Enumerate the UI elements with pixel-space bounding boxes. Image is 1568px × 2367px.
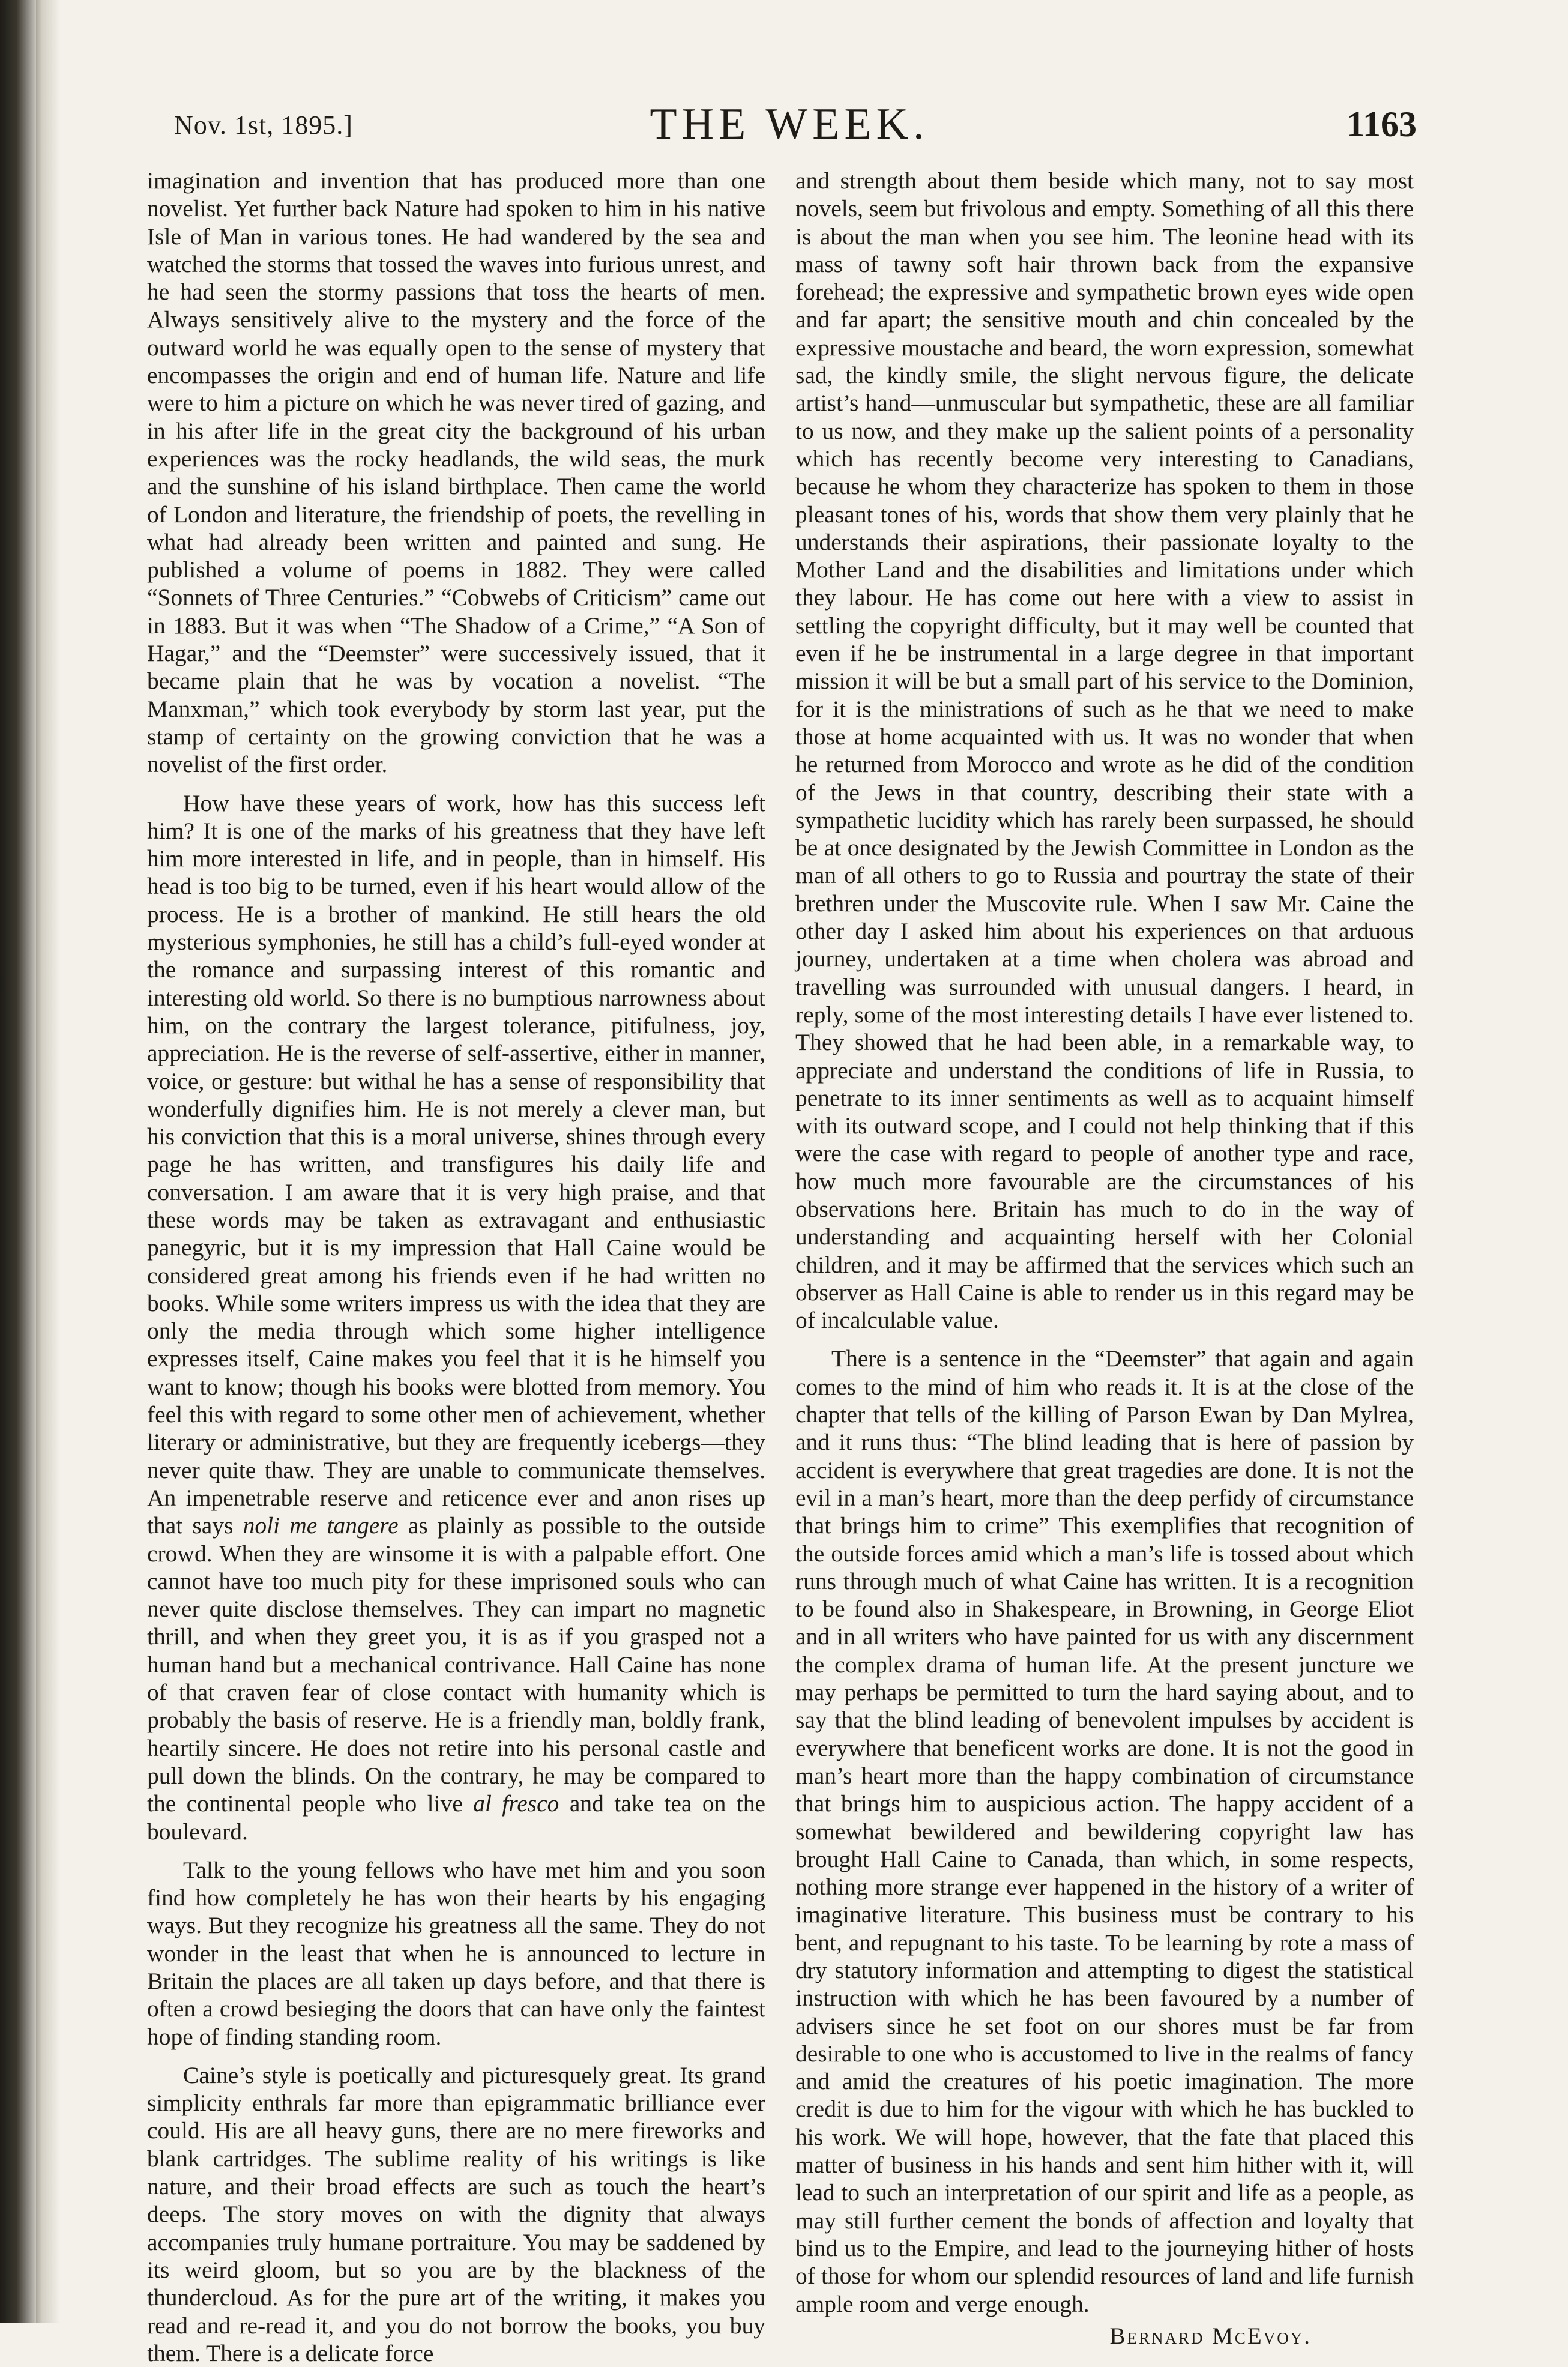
paragraph: Talk to the young fellows who have met him and you soon find how completely he has won their hearts by his engaging ways. But they recognize his greatness all the same. They do not wonder in the least that when he is announced to lecture in Britain the places are all taken up days before, and that there is often a crowd besieging the doors that can have only the faintest hope of finding standing room. xyxy=(147,1856,765,2050)
author-signature: Bernard McEvoy. xyxy=(1109,2323,1312,2349)
paragraph: Caine’s style is poetically and picturesquely great. Its grand simplicity enthrals far more than epigrammatic brilliance ever could. His are all heavy guns, there are no mere fireworks and blank cartridges. The sublime reality of his writings is like nature, and their broad effects are such as touch the heart’s deeps. The story moves on with the dignity that always accompanies truly humane portraiture. You may be saddened by its weird gloom, but so you are by the blackness of the thundercloud. As for the pure art of the writing, it makes you read and re-read it, and you do not borrow the books, you buy them. There is a delicate force xyxy=(147,2061,765,2366)
text-run: and take tea on the boulevard. xyxy=(147,1790,766,1845)
page-header xyxy=(162,100,1417,165)
issue-date: Nov. 1st, 1895.] xyxy=(174,110,353,140)
page-edge-shadow xyxy=(36,0,60,2323)
left-column xyxy=(147,167,765,2367)
latin-phrase: noli me tangere xyxy=(243,1512,399,1539)
paragraph xyxy=(147,789,765,1845)
paragraph: imagination and invention that has produced more than one novelist. Yet further back Nature had spoken to him in his native Isle of Man in various tones. He had wandered by the sea and watched the storms that tossed the waves into furious unrest, and he had seen the stormy passions that toss the hearts of men. Always sensitively alive to the mystery and the force of the outward world he was equally open to the sense of mystery that encompasses the origin and end of human life. Nature and life were to him a picture on which he was never tired of gazing, and in his after life in the great city the background of his urban experiences was the rocky headlands, the wild seas, the murk and the sunshine of his island birthplace. Then came the world of London and literature, the friendship of poets, the revelling in what had already been written and painted and sung. He published a volume of poems in 1882. They were called “Sonnets of Three Centuries.” “Cobwebs of Criticism” came out in 1883. But it was when “The Shadow of a Crime,” “A Son of Hagar,” and the “Deemster” were successively issued, that it became plain that he was by vocation a novelist. “The Manxman,” which took everybody by storm last year, put the stamp of certainty on the growing conviction that he was a novelist of the first order. xyxy=(147,167,765,778)
italian-phrase: al fresco xyxy=(473,1790,559,1817)
text-run: as plainly as possible to the outside crowd. When they are winsome it is with a palpable effort. One cannot have too much pity for these imprisoned souls who can never quite disclose themselves. They can impart no magnetic thrill, and when they greet you, it is as if you grasped not a human hand but a mechanical contrivance. Hall Caine has none of that craven fear of close contact with humanity which is probably the basis of reserve. He is a friendly man, boldly frank, heartily sincere. He does not retire into his personal castle and pull down the blinds. On the contrary, he may be compared to the continental people who live xyxy=(147,1512,766,1817)
masthead-title: THE WEEK. xyxy=(650,100,929,149)
paragraph: and strength about them beside which many, not to say most novels, seem but frivolous and empty. Something of all this there is about the man when you see him. The leonine head with its mass of tawny soft hair thrown back from the expansive forehead; the expressive and sympathetic brown eyes wide open and far apart; the sensitive mouth and chin concealed by the expressive moustache and beard, the worn expression, somewhat sad, the kindly smile, the slight nervous figure, the delicate artist’s hand—unmuscular but sympathetic, these are all familiar to us now, and they make up the salient points of a personality which has recently become very interesting to Canadians, because he whom they characterize has spoken to them in those pleasant tones of his, words that show them very plainly that he understands their aspirations, their passionate loyalty to the Mother Land and the disabilities and limitations under which they labour. He has come out here with a view to assist in settling the copyright difficulty, but it may well be counted that even if he be instrumental in a large degree in that important mission it will be but a small part of his service to the Dominion, for it is the ministrations of such as he that we need to make those at home acquainted with us. It was no wonder that when he returned from Morocco and wrote as he did of the condition of the Jews in that country, describing their state with a sympathetic lucidity which has rarely been surpassed, he should be at once designated by the Jewish Committee in London as the man of all others to go to Russia and pourtray the state of their brethren under the Muscovite rule. When I saw Mr. Caine the other day I asked him about his experiences on that arduous journey, undertaken at a time when cholera was abroad and travelling was surrounded with unusual dangers. I heard, in reply, some of the most interesting details I have ever listened to. They showed that he had been able, in a remarkable way, to appreciate and understand the conditions of life in Russia, to penetrate to its inner sentiments as well as to acquaint himself with its outward scope, and I could not help thinking that if this were the case with regard to people of another type and race, how much more favourable are the circumstances of his observations here. Britain has much to do in the way of understanding and acquainting herself with her Colonial children, and it may be affirmed that the services which such an observer as Hall Caine is able to render us in this regard may be of incalculable value. xyxy=(795,167,1414,1334)
paragraph: There is a sentence in the “Deemster” that again and again comes to the mind of him who reads it. It is at the close of the chapter that tells of the killing of Parson Ewan by Dan Mylrea, and it runs thus: “The blind leading that is here of passion by accident is everywhere that great tragedies are done. It is not the evil in a man’s heart, more than the deep perfidy of circumstance that brings him to crime” This exemplifies that recognition of the outside forces amid which a man’s life is tossed about which runs through much of what Caine has written. It is a recognition to be found also in Shakespeare, in Browning, in George Eliot and in all writers who have painted for us with any discernment the complex drama of human life. At the present juncture we may perhaps be permitted to turn the hard saying about, and to say that the blind leading of benevolent impulses by accident is everywhere that beneficent works are done. It is not the good in man’s heart more than the happy combination of circumstance that brings him to auspicious action. The happy accident of a somewhat bewildered and bewildering copyright law has brought Hall Caine to Canada, than which, in some respects, nothing more strange ever happened in the history of a writer of imaginative literature. This business must be contrary to his bent, and repugnant to his taste. To be learning by rote a mass of dry statutory information and attempting to digest the statistical instruction with which he has been favoured by a number of advisers since he set foot on our shores must be far from desirable to one who is accustomed to live in the realms of fancy and amid the creatures of his poetic imagination. The more credit is due to him for the vigour with which he has buckled to his work. We will hope, however, that the fate that placed this matter of business in his hands and sent him hither with it, will lead to such an interpretation of our spirit and life as a people, as may still further cement the bonds of affection and loyalty that bind us to the Empire, and lead to the journeying hither of hosts of those for whom our splendid resources of land and life furnish ample room and verge enough. xyxy=(795,1345,1414,2317)
right-column xyxy=(795,167,1414,2350)
page-number: 1163 xyxy=(1346,104,1417,144)
text-run: How have these years of work, how has this success left him? It is one of the marks of his greatness that they have left him more interested in life, and in people, than in himself. His head is too big to be turned, even if his heart would allow of the process. He is a brother of mankind. He still hears the old mysterious symphonies, he still has a child’s full-eyed wonder at the romance and surpassing interest of this romantic and interesting old world. So there is no bumptious narrowness about him, on the contrary the largest tolerance, pitifulness, joy, appreciation. He is the reverse of self-assertive, either in manner, voice, or gesture: but withal he has a sense of responsibility that wonderfully dignifies him. He is not merely a clever man, but his conviction that this is a moral universe, shines through every page he has written, and transfigures his daily life and conversation. I am aware that it is very high praise, and that these words may be taken as extravagant and enthusiastic panegyric, but it is my impression that Hall Caine would be considered great among his friends even if he had written no books. While some writers impress us with the idea that they are only the media through which some higher intelligence expresses itself, Caine makes you feel that it is he himself you want to know; though his books were blotted from memory. You feel this with regard to some other men of achievement, whether literary or administrative, but they are frequently icebergs—they never quite thaw. They are unable to communicate themselves. An impenetrable reserve and reticence ever and anon rises up that says xyxy=(147,789,765,1539)
